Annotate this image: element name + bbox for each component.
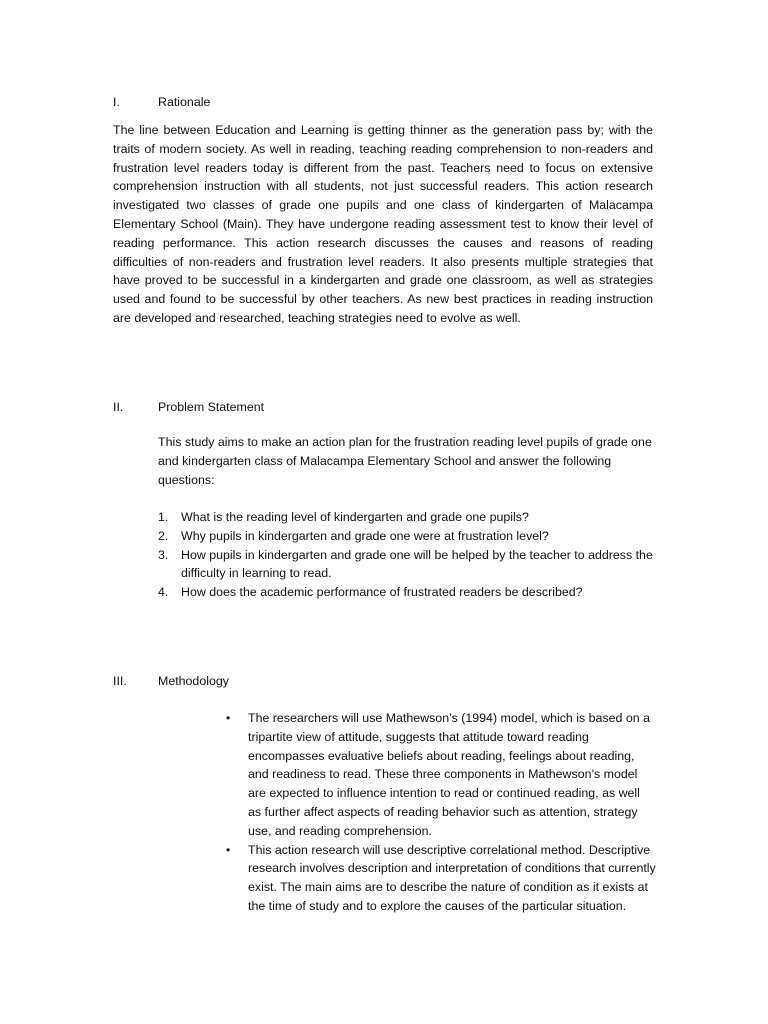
list-item-number: 3.	[158, 547, 169, 562]
list-item-text: How does the academic performance of frustrated readers be described?	[181, 585, 583, 600]
section-heading-problem-statement	[113, 398, 673, 418]
problem-statement-intro: This study aims to make an action plan for the frustration reading level pupils of grade one and kindergarten class of Malacampa Elementary School and answer the following questions:	[158, 435, 652, 487]
list-item	[158, 508, 668, 527]
section-title: Methodology	[158, 674, 229, 688]
list-item-text: Why pupils in kindergarten and grade one were at frustration level?	[181, 528, 549, 543]
bullet-icon: •	[226, 842, 231, 857]
section-heading-rationale	[113, 93, 673, 113]
section-number: III.	[113, 674, 127, 688]
section-number: I.	[113, 95, 120, 109]
list-item-text: This action research will use descriptive correlational method. Descriptive research involves description and interpretation of conditions that currently exist. The main aims are to describe the nature of condition as it exists at the time of study and to explore the causes of the particular situation.	[248, 842, 656, 913]
section-number: II.	[113, 400, 124, 414]
list-item	[158, 583, 668, 602]
list-item	[226, 709, 656, 841]
section-heading-methodology	[113, 672, 673, 692]
list-item-text: The researchers will use Mathewson’s (1994) model, which is based on a tripartite view of attitude, suggests that attitude toward reading encompasses evaluative beliefs about reading, feelings about reading, and readiness to read. These three components in Mathewson’s model are expected to influence intention to read or continued reading, as well as further affect aspects of reading behavior such as attention, strategy use, and reading comprehension.	[248, 711, 650, 838]
research-questions-list	[158, 508, 668, 602]
list-item	[226, 841, 656, 916]
section-title: Rationale	[158, 95, 211, 109]
bullet-icon: •	[226, 711, 231, 725]
list-item-number: 4.	[158, 585, 169, 600]
rationale-paragraph: The line between Education and Learning is getting thinner as the generation pass by; with the traits of modern society. As well in reading, teaching reading comprehension to non-readers and frustration level readers today is different from the past. Teachers need to focus on extensive comprehension instruction with all students, not just successful readers. This action research investigated two classes of grade one pupils and one class of kindergarten of Malacampa Elementary School (Main). They have undergone reading assessment test to know their level of reading performance. This action research discusses the causes and reasons of reading difficulties of non-readers and frustration level readers. It also presents multiple strategies that have proved to be successful in a kindergarten and grade one classroom, as well as strategies used and found to be successful by other teachers. As new best practices in reading instruction are developed and researched, teaching strategies need to evolve as well.	[113, 123, 653, 325]
list-item	[158, 527, 668, 546]
methodology-bullet-list	[226, 709, 656, 916]
section-title: Problem Statement	[158, 400, 265, 414]
list-item-number: 1.	[158, 510, 169, 524]
list-item-text: How pupils in kindergarten and grade one will be helped by the teacher to address the difficulty in learning to read.	[181, 547, 653, 581]
list-item-number: 2.	[158, 528, 169, 543]
list-item-text: What is the reading level of kindergarten and grade one pupils?	[181, 510, 529, 524]
list-item	[158, 546, 668, 584]
